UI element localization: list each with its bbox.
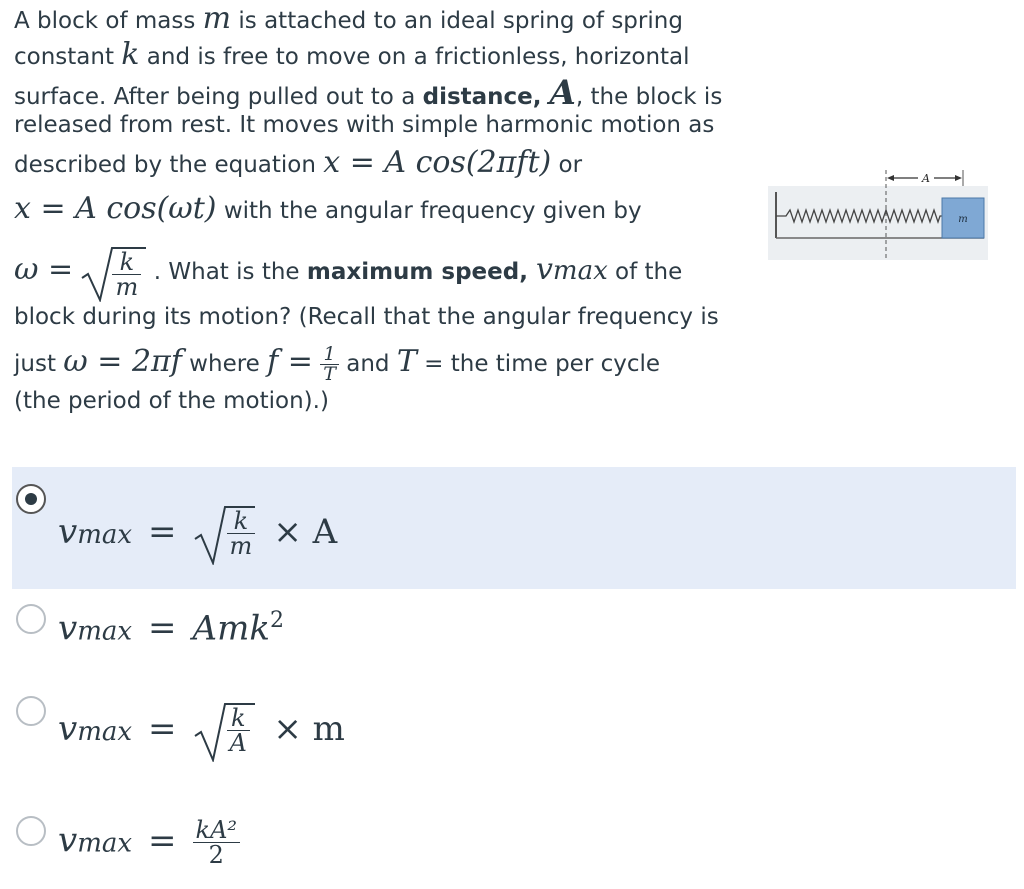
tail: × m [273,709,345,749]
option-2-expression: vmax = Amk$^2$ [58,608,284,649]
var-v: v [535,252,553,287]
option-4-expression: vmax = $\frac{\text{kA²}}{2}$ [58,818,240,867]
text: just [14,351,64,377]
numerator: k [227,706,250,731]
var-T: T [396,344,417,379]
text: , the block is [575,84,723,110]
text: A block of mass [14,8,203,34]
var-k: k [121,37,140,72]
question-line-9 [14,340,660,384]
denominator: m [229,532,253,560]
text: constant [14,44,122,70]
sqrt-symbol [193,503,255,565]
var-v: v [58,512,78,552]
text: and is free to move on a frictionless, horizontal [139,44,690,70]
question-line-8: block during its motion? (Recall that the angular frequency is [14,304,719,330]
answer-option-2[interactable] [12,590,1016,678]
sqrt-symbol [193,700,255,762]
question-line-7 [14,240,682,300]
question-line-4: released from rest. It moves with simple harmonic motion as [14,112,715,138]
question-line-6 [14,192,642,226]
equation-f: f = [267,344,313,379]
tail: × A [273,512,338,552]
text: described by the equation [14,152,324,178]
subscript-max: max [552,256,608,286]
answer-option-4[interactable] [12,800,1016,889]
numerator: 1 [320,345,339,365]
fraction [227,509,256,558]
text: = the time per cycle [416,351,661,377]
equation-1: x = A cos(2πft) [323,145,552,180]
answer-option-1[interactable] [12,467,1016,589]
text: or [551,152,583,178]
denominator: m [115,272,139,301]
spring-block-figure [768,164,988,260]
equation-2: x = A cos(ωt) [14,191,217,226]
amplitude-label: A [922,172,930,185]
spring-diagram-icon [768,164,988,260]
text: where [181,351,268,377]
subscript-max: max [77,616,133,647]
subscript-max: max [77,828,133,859]
fraction-1-over-T [320,345,339,384]
text: surface. After being pulled out to a [14,84,423,110]
option-3-expression: vmax = $\frac{k}{A}$ × m [58,700,345,762]
question-line-1 [14,2,683,36]
question-line-5 [14,146,582,180]
rhs: Amk [192,608,270,649]
subscript-max: max [77,717,133,747]
fraction [193,818,241,867]
numerator: k [112,250,141,275]
question-line-10: (the period of the motion).) [14,388,329,414]
radio-button[interactable] [16,696,46,726]
equation-omega-2pif: ω = 2πf [63,344,182,379]
block-mass-label: m [958,214,968,225]
fraction [227,706,250,755]
radio-button[interactable] [16,816,46,846]
numerator: kA² [193,818,241,843]
text: and [338,351,397,377]
radio-button[interactable] [16,604,46,634]
denominator: T [323,363,336,385]
subscript-max: max [77,520,133,550]
numerator: k [227,509,256,534]
omega-equation: ω = [14,252,74,287]
var-m: m [202,1,232,36]
superscript: 2 [269,608,284,633]
bold-text: distance, [422,84,550,110]
question-line-2 [14,38,690,72]
fraction-k-over-m [112,247,141,301]
var-v: v [58,709,78,749]
denominator: 2 [208,841,224,869]
var-A: A [549,73,576,113]
text: with the angular frequency given by [216,198,642,224]
text: of the [607,259,683,285]
radio-button-selected[interactable] [16,484,46,514]
question-line-3 [14,73,723,113]
bold-text: maximum speed, [306,259,536,285]
denominator: A [229,729,247,757]
text: . What is the [153,259,307,285]
answer-option-3[interactable] [12,680,1016,790]
var-v: v [58,820,78,861]
var-v: v [58,608,78,649]
text: is attached to an ideal spring of spring [231,8,683,34]
sqrt-symbol [80,244,146,302]
option-1-expression: vmax = $\frac{k}{m}$ × A [58,503,337,565]
